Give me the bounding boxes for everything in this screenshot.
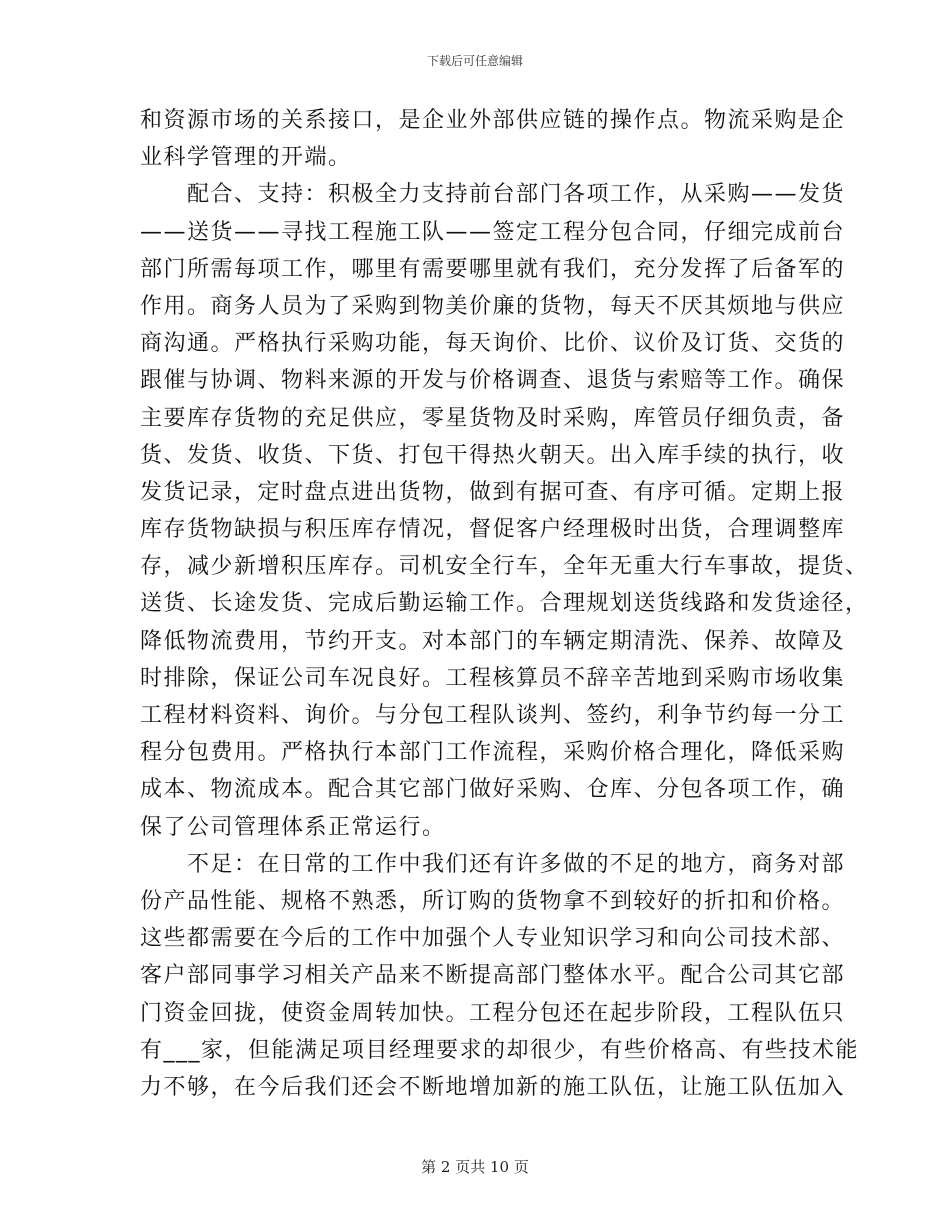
text-line: 商沟通。严格执行采购功能，每天询价、比价、议价及订货、交货的: [140, 331, 846, 357]
text-line: 主要库存货物的充足供应，零星货物及时采购，库管员仔细负责，备: [140, 405, 846, 431]
text-line: 程分包费用。严格执行本部门工作流程，采购价格合理化，降低采购: [140, 740, 846, 766]
text-line: 作用。商务人员为了采购到物美价廉的货物，每天不厌其烦地与供应: [140, 293, 846, 319]
text-line: 门资金回拢，使资金周转加快。工程分包还在起步阶段，工程队伍只: [140, 1000, 846, 1026]
text-line: 降低物流费用，节约开支。对本部门的车辆定期清洗、保养、故障及: [140, 628, 846, 654]
text-line: 配合、支持：积极全力支持前台部门各项工作，从采购——发货: [140, 182, 846, 208]
page-footer: 第 2 页共 10 页: [421, 1158, 529, 1176]
text-line: 客户部同事学习相关产品来不断提高部门整体水平。配合公司其它部: [140, 963, 846, 989]
text-line: 不足：在日常的工作中我们还有许多做的不足的地方，商务对部: [140, 851, 846, 877]
text-line: 和资源市场的关系接口，是企业外部供应链的操作点。物流采购是企: [140, 108, 846, 133]
page-header: 下载后可任意编辑: [426, 54, 523, 68]
text-line: 这些都需要在今后的工作中加强个人专业知识学习和向公司技术部、: [140, 926, 846, 952]
document-body: [140, 102, 869, 1106]
text-line: 成本、物流成本。配合其它部门做好采购、仓库、分包各项工作，确: [140, 777, 846, 803]
text-line: 工程材料资料、询价。与分包工程队谈判、签约，利争节约每一分工: [140, 703, 846, 728]
text-line: 业科学管理的开端。: [140, 145, 352, 171]
text-line: 部门所需每项工作，哪里有需要哪里就有我们，充分发挥了后备军的: [140, 256, 846, 282]
text-line: 库存货物缺损与积压库存情况，督促客户经理极时出货，合理调整库: [140, 517, 846, 543]
text-line: 保了公司管理体系正常运行。: [140, 814, 446, 840]
text-line: 送货、长途发货、完成后勤运输工作。合理规划送货线路和发货途径，: [140, 591, 869, 617]
text-line: 份产品性能、规格不熟悉，所订购的货物拿不到较好的折扣和价格。: [140, 888, 846, 914]
text-line: 有___家，但能满足项目经理要求的却很少，有些价格高、有些技术能: [140, 1037, 860, 1063]
text-line: ——送货——寻找工程施工队——签定工程分包合同，仔细完成前台: [140, 219, 846, 245]
text-line: 发货记录，定时盘点进出货物，做到有据可查、有序可循。定期上报: [140, 479, 846, 505]
text-line: 存，减少新增积压库存。司机安全行车，全年无重大行车事故，提货、: [140, 554, 869, 580]
text-line: 力不够，在今后我们还会不断地增加新的施工队伍，让施工队伍加入: [140, 1074, 846, 1100]
text-line: 跟催与协调、物料来源的开发与价格调查、退货与索赔等工作。确保: [140, 368, 846, 394]
text-line: 时排除，保证公司车况良好。工程核算员不辞辛苦地到采购市场收集: [140, 665, 846, 691]
text-line: 货、发货、收货、下货、打包干得热火朝天。出入库手续的执行，收: [140, 442, 846, 468]
